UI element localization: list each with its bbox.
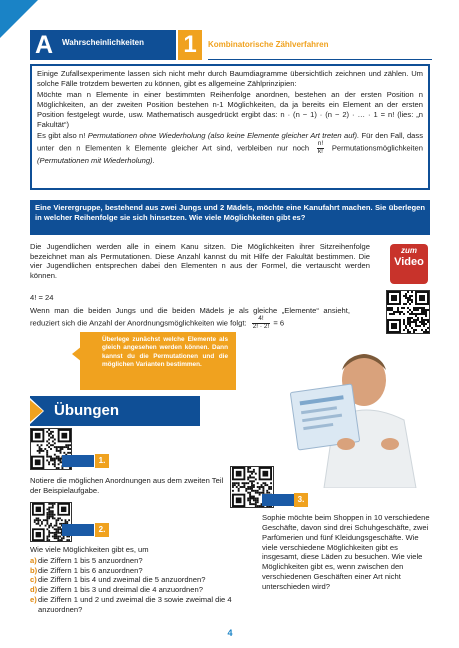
exercise-2-number: 2.	[95, 523, 109, 537]
exercise-3-number: 3.	[294, 493, 308, 507]
factorial-formula: n · (n − 1) · (n − 2) · … · 1 = n! (lies: „n Fakultät“)	[37, 109, 423, 129]
exercise-1-text: Notiere die möglichen Anordnungen aus dem zweiten Teil der Beispielaufgabe.	[30, 476, 224, 495]
intro-paragraph-3: Es gibt also n! Permutationen ohne Wiederholung (also keine Elemente gleicher Art treten auf). Für den Fall, dass unter den n Elementen k Elemente gleicher Art sind, verbleiben nur noch $\frac{n!}{k!}$ Permutationsmöglichkeiten (Permutationen mit Wiederholung).	[37, 131, 423, 165]
chapter-title: Kombinatorische Zählverfahren	[208, 40, 329, 49]
list-item: a) die Ziffern 1 bis 5 anzuordnen?	[30, 556, 143, 565]
solution-paragraph-1: Die Jugendlichen werden alle in einem Kanu sitzen. Die Möglichkeiten ihrer Sitzreihenfolge bezeichnet man als Permutationen. Diese Anzahl kannst du mit Hilfe der Fakultät bestimmen. Die vier Jugendlichen entsprechen dabei den Elementen n aus der Formel, die vertauscht werden können.	[30, 242, 370, 281]
solution-paragraph-3: Wenn man die beiden Jungs und die beiden Mädels je als gleiche „Elemente“ ansieht, reduziert sich die Anzahl der Anordnungsmöglichkeiten wie folgt: $\frac{4!}{2! \cdot 2!}$ = 6	[30, 306, 350, 330]
tip-box: Überlege zunächst welche Elemente als gleich angesehen werden können. Dann kannst du die Permutationen und die möglichen Varianten bestimmen.	[80, 332, 236, 390]
qr-code-icon[interactable]	[386, 290, 430, 334]
list-item: c) die Ziffern 1 bis 4 und zweimal die 5 anzuordnen?	[30, 575, 206, 585]
exercises-title: Übungen	[54, 402, 119, 419]
solution-result-2: = 6	[273, 318, 285, 328]
exercise-tag-bar	[62, 455, 94, 467]
video-badge-icon[interactable]: zum Video	[390, 244, 428, 284]
exercise-tag-bar	[262, 494, 294, 506]
list-item: e) die Ziffern 1 und 2 und zweimal die 3 sowie zweimal die 4 anzuordnen?	[30, 594, 232, 614]
task-box: Eine Vierergruppe, bestehend aus zwei Jungs und 2 Mädels, möchte eine Kanufahrt machen. Sie überlegen in welcher Reihenfolge sie sich hinsetzen. Wie viele Möglichkeiten gibt es?	[30, 200, 430, 235]
exercises-arrow-icon	[30, 400, 43, 422]
intro-paragraph-1: Einige Zufallsexperimente lassen sich nicht mehr durch Baumdiagramme übersichtlich zeichnen und zählen. Um solche Fälle trotzdem bewerten zu können, gibt es allgemeine Zählprinzipien:	[37, 69, 423, 88]
solution-result-1: 4! = 24	[30, 293, 54, 302]
fraction-4-over-2-2: $\frac{4!}{2! \cdot 2!}$	[252, 314, 270, 330]
fraction-n-over-k: $\frac{n!}{k!}$	[317, 140, 324, 155]
intro-box	[30, 64, 430, 190]
exercise-2-intro: Wie viele Möglichkeiten gibt es, um	[30, 545, 149, 554]
exercise-tag-bar	[62, 524, 94, 536]
section-title: Wahrscheinlichkeiten	[62, 38, 144, 47]
page-number: 4	[227, 628, 233, 638]
intro-paragraph-2: Möchte man n Elemente in einer bestimmten Reihenfolge anordnen, bestehen an der ersten Position n Möglichkeiten, an der zweiten Position bestehen n-1 Möglichkeiten, da ja bereits ein Element an der ersten Position festgelegt wurde, usw. Mathematisch ausgedrückt ergibt das: n · (n − 1) · (n − 2) · … · 1 = n! (lies: „n Fakultät“)	[37, 90, 423, 129]
list-item: d) die Ziffern 1 bis 3 und dreimal die 4 anzuordnen?	[30, 585, 203, 595]
tip-arrow-icon	[72, 346, 82, 362]
exercise-2-list	[30, 556, 254, 614]
exercise-1-number: 1.	[95, 454, 109, 468]
chapter-number: 1	[178, 30, 202, 60]
list-item: b) die Ziffern 1 bis 6 anzuordnen?	[30, 565, 143, 575]
header-rule	[208, 59, 432, 60]
qr-code-icon[interactable]	[30, 502, 72, 542]
student-with-paper-image	[254, 340, 428, 488]
exercise-3-text: Sophie möchte beim Shoppen in 10 verschiedene Geschäfte, davon sind drei Schuhgeschäfte, zwei Parfümerien und fünf Kleidungsgeschäfte. Wie viele verschiedene Möglichkeiten gibt es insgesamt, diese Läden zu besuchen. Wie viele Möglichkeiten gibt es, wenn zwischen den verschiedenen Geschäften einer Art nicht unterschieden wird?	[262, 513, 430, 592]
section-letter: A	[34, 31, 54, 59]
